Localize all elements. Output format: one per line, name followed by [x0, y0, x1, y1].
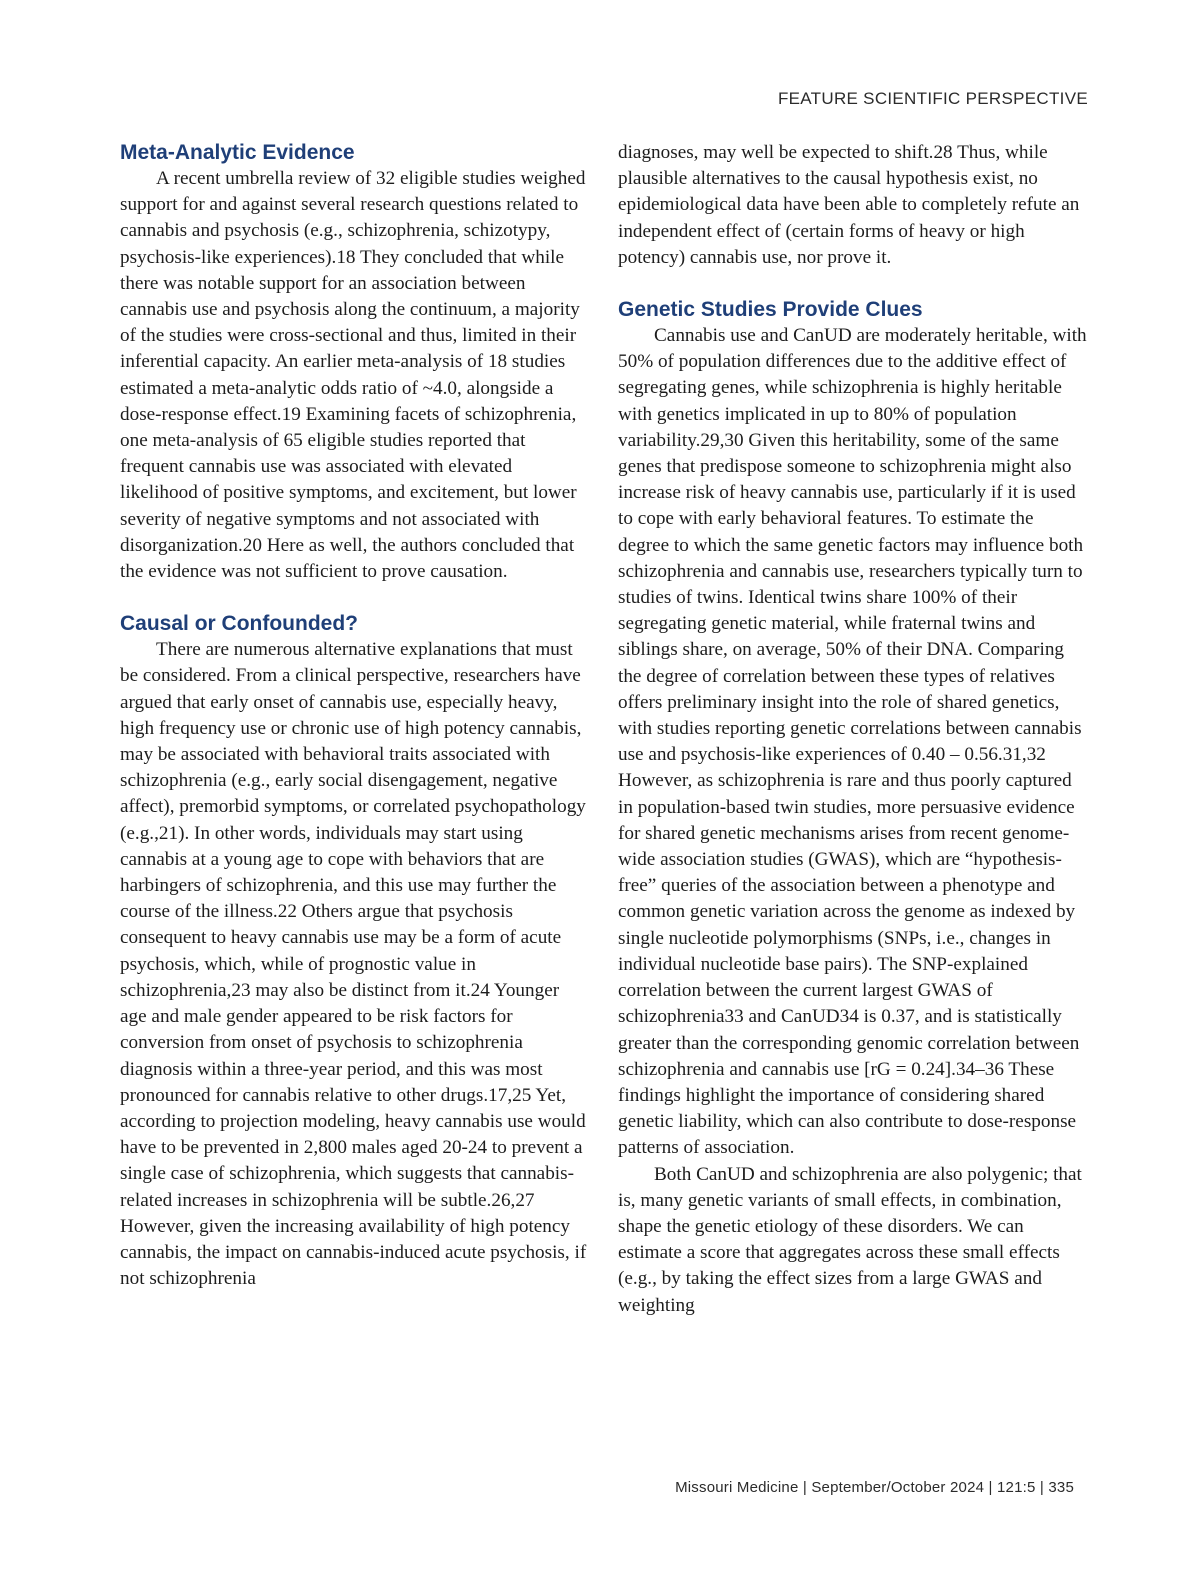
- paragraph-continued: diagnoses, may well be expected to shift.28 Thus, while plausible alternatives to the causal hypothesis exist, no epidemiological data have been able to completely refute an independent effect of (certain forms of heavy or high potency) cannabis use, nor prove it.: [618, 142, 1080, 268]
- paragraph-causal: There are numerous alternative explanations that must be considered. From a clinical perspective, researchers have argued that early onset of cannabis use, especially heavy, high frequency use or chronic use of high potency cannabis, may be associated with behavioral traits associated with schizophrenia (e.g., early social disengagement, negative affect), premorbid symptoms, or correlated psychopathology (e.g.,21). In other words, individuals may start using cannabis at a young age to cope with behaviors that are harbingers of schizophrenia, and this use may further the course of the illness.22 Others argue that psychosis consequent to heavy cannabis use may be a form of acute psychosis, which, while of prognostic value in schizophrenia,23 may also be distinct from it.24 Younger age and male gender appeared to be risk factors for conversion from onset of psychosis to schizophrenia diagnosis within a three-year period, and this was most pronounced for cannabis relative to other drugs.17,25 Yet, according to projection modeling, heavy cannabis use would have to be prevented in 2,800 males aged 20-24 to prevent a single case of schizophrenia, which suggests that cannabis-related increases in schizophrenia will be subtle.26,27 However, given the increasing availability of high potency cannabis, the impact on cannabis-induced acute psychosis, if not schizophrenia: [120, 639, 587, 1290]
- running-header: FEATURE SCIENTIFIC PERSPECTIVE: [777, 89, 1088, 108]
- paragraph-polygenic: Both CanUD and schizophrenia are also polygenic; that is, many genetic variants of small effects, in combination, shape the genetic etiology of these disorders. We can estimate a score that aggregates across these small effects (e.g., by taking the effect sizes from a large GWAS and weighting: [618, 1163, 1082, 1316]
- heading-genetic-studies: Genetic Studies Provide Clues: [618, 298, 923, 322]
- heading-meta-analytic-evidence: Meta-Analytic Evidence: [120, 141, 355, 164]
- right-column: [618, 140, 1088, 1319]
- paragraph-meta-analytic: A recent umbrella review of 32 eligible studies weighed support for and against several research questions related to cannabis and psychosis (e.g., schizophrenia, schizotypy, psychosis-like experiences).18 They concluded that while there was notable support for an association between cannabis use and psychosis along the continuum, a majority of the studies were cross-sectional and thus, limited in their inferential capacity. An earlier meta-analysis of 18 studies estimated a meta-analytic odds ratio of ~4.0, alongside a dose-response effect.19 Examining facets of schizophrenia, one meta-analysis of 65 eligible studies reported that frequent cannabis use was associated with elevated likelihood of positive symptoms, and excitement, but lower severity of negative symptoms and not associated with disorganization.20 Here as well, the authors concluded that the evidence was not sufficient to prove causation.: [120, 168, 586, 583]
- page-footer: Missouri Medicine | September/October 2024 | 121:5 | 335: [675, 1479, 1074, 1496]
- paragraph-genetic-heritability: Cannabis use and CanUD are moderately heritable, with 50% of population differences due to the additive effect of segregating genes, while schizophrenia is highly heritable with genetics implicated in up to 80% of population variability.29,30 Given this heritability, some of the same genes that predispose someone to schizophrenia might also increase risk of heavy cannabis use, particularly if it is used to cope with early behavioral features. To estimate the degree to which the same genetic factors may influence both schizophrenia and cannabis use, researchers typically turn to studies of twins. Identical twins share 100% of their segregating genetic material, while fraternal twins and siblings share, on average, 50% of their DNA. Comparing the degree of correlation between these types of relatives offers preliminary insight into the role of shared genetics, with studies reporting genetic correlations between cannabis use and psychosis-like experiences of 0.40 – 0.56.31,32 However, as schizophrenia is rare and thus poorly captured in population-based twin studies, more persuasive evidence for shared genetic mechanisms arises from recent genome-wide association studies (GWAS), which are “hypothesis-free” queries of the association between a phenotype and common genetic variation across the genome as indexed by single nucleotide polymorphisms (SNPs, i.e., changes in individual nucleotide base pairs). The SNP-explained correlation between the current largest GWAS of schizophrenia33 and CanUD34 is 0.37, and is statistically greater than the corresponding genomic correlation between schizophrenia and cannabis use [rG = 0.24].34–36 These findings highlight the importance of considering shared genetic liability, which can also contribute to dose-response patterns of association.: [618, 325, 1087, 1159]
- heading-causal-or-confounded: Causal or Confounded?: [120, 612, 358, 636]
- left-column: [120, 140, 590, 1292]
